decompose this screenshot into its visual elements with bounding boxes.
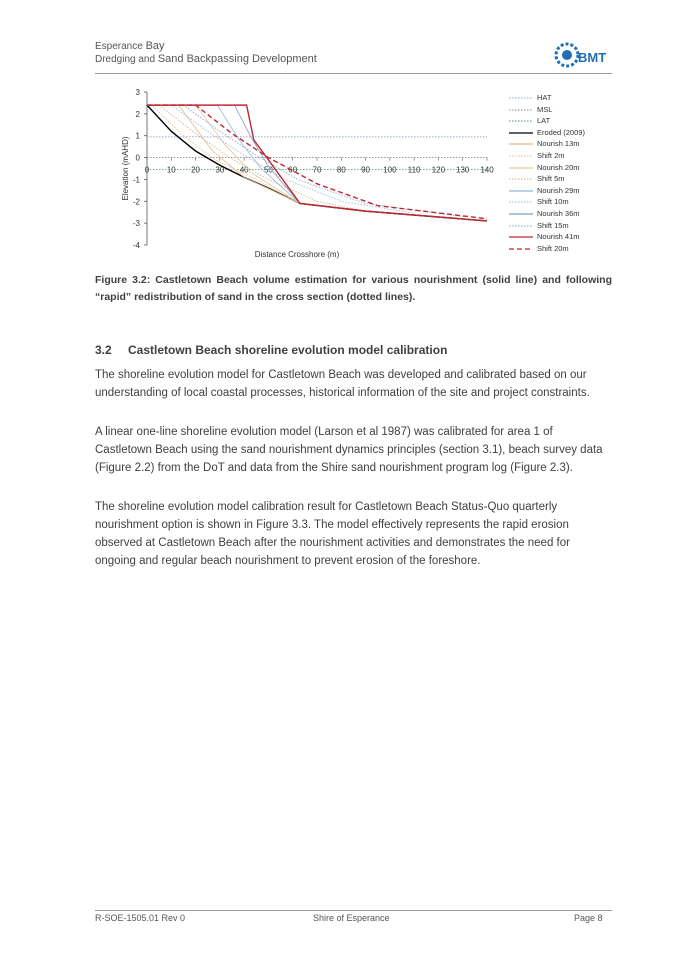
legend-swatch — [509, 176, 533, 182]
paragraph: The shoreline evolution model calibration result for Castletown Beach Status-Quo quarterly nourishment option is shown in Figure 3.3. The model effectively represents the rapid erosion observed at Castletown Beach after the nourishment activities and demonstrates the need for ongoing and regular beach nourishment to prevent erosion of the foreshore. — [95, 501, 570, 567]
footer-doc-id: R-SOE-1505.01 Rev 0 — [95, 913, 186, 923]
x-tick-label: 60 — [288, 165, 298, 175]
x-tick-label: 120 — [431, 165, 446, 175]
legend-swatch — [509, 107, 533, 113]
legend-swatch — [509, 118, 533, 124]
legend-swatch — [509, 141, 533, 147]
legend-swatch — [509, 211, 533, 217]
footer-divider — [95, 910, 612, 911]
legend-label: Shift 5m — [537, 174, 565, 184]
series-line-nourish-41m — [144, 105, 487, 221]
x-tick-label: 90 — [361, 165, 371, 175]
legend-item — [509, 208, 619, 220]
legend-swatch — [509, 246, 533, 252]
legend-item — [509, 162, 619, 174]
legend-swatch — [509, 223, 533, 229]
legend-item — [509, 243, 619, 255]
figure-caption: Figure 3.2: Castletown Beach volume estimation for various nourishment (solid line) and following “rapid” redistribution of sand in the cross section (dotted lines). — [95, 274, 612, 303]
legend-item — [509, 231, 619, 243]
y-tick-label: -2 — [132, 197, 140, 207]
legend-label: HAT — [537, 93, 552, 102]
y-tick-label: 2 — [135, 109, 140, 119]
legend-label: MSL — [537, 104, 553, 114]
header-subtitle-part: Dredging and — [95, 54, 158, 65]
legend-label: Nourish 29m — [537, 185, 580, 195]
y-tick-label: -3 — [132, 219, 140, 229]
header-title — [95, 40, 615, 53]
paragraph: A linear one-line shoreline evolution model (Larson et al 1987) was calibrated for area 1 of Castletown Beach using the sand nourishment dynamics principles (section 3.1), beach survey data (Figure 2.2) from the DoT and data from the Shire sand nourishment program log (Figure 2.3). — [95, 426, 603, 474]
x-tick-label: 140 — [480, 165, 494, 175]
y-tick-label: 0 — [135, 153, 140, 163]
series-line-shift-15m — [144, 105, 463, 216]
series-line-eroded-2009 — [144, 105, 487, 221]
section-title: Castletown Beach shoreline evolution model calibration — [128, 343, 448, 357]
x-tick-label: 100 — [383, 165, 397, 175]
header-title-part: Bay — [145, 40, 165, 52]
x-tick-label: 10 — [166, 165, 176, 175]
legend-item — [509, 196, 619, 208]
section-number: 3.2 — [95, 343, 112, 357]
header-subtitle-part: Sand Backpassing Development — [157, 53, 317, 65]
legend-swatch — [509, 130, 533, 136]
legend-item — [509, 104, 619, 116]
footer-client: Shire of Esperance — [313, 913, 390, 923]
footer-page-number: Page 8 — [574, 913, 603, 923]
elevation-chart — [95, 84, 505, 262]
series-line-shift-10m — [144, 105, 414, 213]
x-tick-label: 80 — [336, 165, 346, 175]
series-line-shift-5m — [144, 105, 366, 211]
x-tick-label: 30 — [215, 165, 225, 175]
chart-legend — [509, 92, 619, 254]
y-tick-label: 1 — [135, 131, 140, 141]
x-tick-label: 40 — [239, 165, 249, 175]
x-tick-label: 130 — [456, 165, 470, 175]
section-heading — [95, 343, 612, 357]
header-title-part: Esperance — [95, 41, 146, 52]
x-tick-label: 70 — [312, 165, 322, 175]
legend-item — [509, 185, 619, 197]
header-divider — [95, 73, 612, 74]
legend-item — [509, 138, 619, 150]
legend-label: Nourish 41m — [537, 232, 580, 242]
legend-swatch — [509, 188, 533, 194]
legend-item — [509, 150, 619, 162]
logo-text: BMT — [578, 50, 607, 65]
legend-label: Nourish 36m — [537, 208, 580, 218]
page-header — [95, 40, 615, 66]
legend-item — [509, 220, 619, 232]
legend-label: Nourish 13m — [537, 139, 580, 149]
series-line-nourish-20m — [144, 105, 300, 203]
legend-label: Eroded (2009) — [537, 127, 585, 137]
legend-label: LAT — [537, 116, 551, 126]
legend-label: Shift 2m — [537, 150, 565, 160]
paragraph: The shoreline evolution model for Castletown Beach was developed and calibrated based on our understanding of local coastal processes, historical information of the site and project constraints. — [95, 369, 590, 399]
y-axis-label: Elevation (mAHD) — [121, 136, 130, 201]
header-subtitle — [95, 53, 615, 66]
legend-item — [509, 115, 619, 127]
x-tick-label: 50 — [263, 165, 273, 175]
y-tick-label: -4 — [132, 241, 140, 250]
y-tick-label: -1 — [132, 175, 140, 185]
x-tick-label: 0 — [144, 165, 150, 175]
series-line-shift-20m — [144, 105, 487, 219]
legend-label: Shift 20m — [537, 243, 569, 253]
legend-swatch — [509, 95, 533, 101]
x-axis-label: Distance Crosshore (m) — [254, 250, 340, 259]
x-tick-label: 110 — [407, 165, 421, 175]
legend-swatch — [509, 153, 533, 159]
y-tick-label: 3 — [135, 88, 140, 97]
legend-swatch — [509, 234, 533, 240]
legend-swatch — [509, 165, 533, 171]
legend-label: Shift 15m — [537, 220, 569, 230]
legend-label: Nourish 20m — [537, 162, 580, 172]
legend-item — [509, 173, 619, 185]
legend-swatch — [509, 199, 533, 205]
legend-label: Shift 10m — [537, 197, 569, 207]
legend-item — [509, 92, 619, 104]
x-tick-label: 20 — [191, 165, 201, 175]
legend-item — [509, 127, 619, 139]
